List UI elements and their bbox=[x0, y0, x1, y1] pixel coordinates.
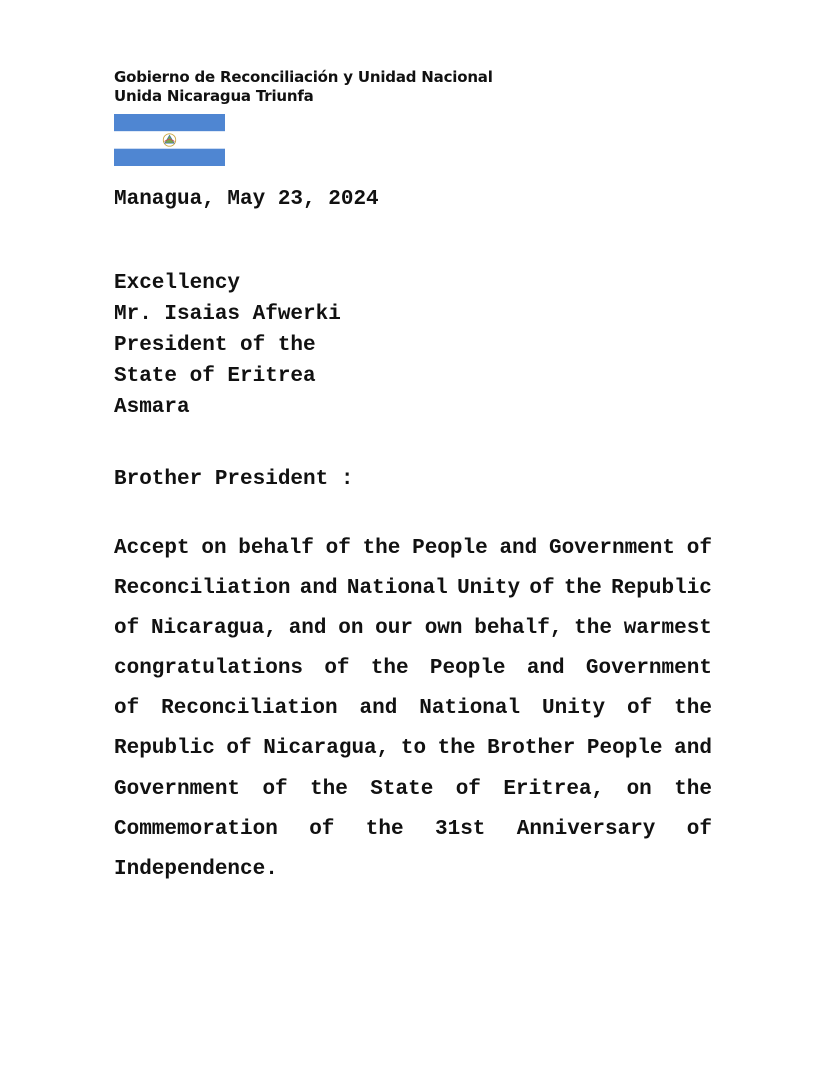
body-word: the bbox=[362, 537, 401, 560]
body-line bbox=[114, 536, 712, 576]
body-word: Nicaragua, bbox=[150, 617, 277, 641]
body-word: the bbox=[674, 777, 712, 801]
body-word: of bbox=[114, 697, 140, 721]
letter-body bbox=[114, 536, 712, 897]
letterhead-motto: Unida Nicaragua Triunfa bbox=[114, 87, 314, 105]
recipient-line: President of the bbox=[114, 334, 316, 357]
body-word: the bbox=[370, 657, 409, 681]
body-word: congratulations bbox=[114, 657, 304, 681]
body-word: Anniversary bbox=[516, 817, 656, 841]
recipient-block bbox=[114, 271, 341, 426]
body-word: of bbox=[114, 617, 140, 641]
body-word: State bbox=[370, 777, 434, 801]
body-line bbox=[114, 656, 712, 696]
body-word: Commemoration bbox=[114, 817, 278, 841]
body-word: on bbox=[201, 537, 227, 560]
body-word: Reconciliation bbox=[161, 697, 338, 721]
body-word: People bbox=[586, 737, 663, 761]
body-word: National bbox=[419, 697, 521, 721]
body-line: Independence. bbox=[114, 857, 278, 881]
body-word: Brother bbox=[487, 737, 576, 761]
recipient-line: Mr. Isaias Afwerki bbox=[114, 303, 341, 326]
body-word: 31st bbox=[434, 817, 486, 841]
body-word: People bbox=[429, 657, 506, 681]
body-word: our bbox=[375, 617, 413, 641]
coat-of-arms-icon bbox=[163, 134, 175, 146]
body-word: of bbox=[324, 657, 350, 681]
body-word: Government bbox=[114, 777, 241, 801]
body-word: Eritrea, bbox=[503, 777, 605, 801]
body-word: of bbox=[455, 777, 481, 801]
letterhead bbox=[114, 68, 493, 106]
body-word: and bbox=[674, 737, 712, 761]
body-word: to bbox=[400, 737, 427, 761]
flag-top-stripe bbox=[114, 114, 225, 131]
body-word: Republic bbox=[611, 577, 712, 601]
body-word: of bbox=[309, 817, 335, 841]
body-word: behalf bbox=[238, 537, 314, 560]
body-word: on bbox=[338, 617, 364, 641]
recipient-line: Asmara bbox=[114, 396, 190, 419]
body-word: warmest bbox=[623, 617, 712, 641]
body-word: Government bbox=[548, 537, 675, 560]
body-word: and bbox=[299, 577, 338, 601]
body-word: of bbox=[686, 817, 712, 841]
body-word: and bbox=[499, 537, 538, 560]
body-word: the bbox=[365, 817, 404, 841]
body-word: People bbox=[412, 537, 488, 560]
body-word: Republic bbox=[114, 737, 215, 761]
body-word: behalf, bbox=[474, 617, 563, 641]
flag-bottom-stripe bbox=[114, 149, 225, 166]
body-word: on bbox=[626, 777, 652, 801]
recipient-line: Excellency bbox=[114, 272, 241, 295]
letterhead-government-name: Gobierno de Reconciliación y Unidad Nacional bbox=[114, 68, 493, 86]
body-word: of bbox=[529, 577, 555, 601]
letter-date: Managua, May 23, 2024 bbox=[114, 188, 379, 211]
body-word: Unity bbox=[542, 697, 606, 721]
body-word: and bbox=[359, 697, 398, 721]
body-word: the bbox=[310, 777, 348, 801]
body-word: the bbox=[574, 617, 612, 641]
body-word: and bbox=[526, 657, 565, 681]
body-word: Unity bbox=[457, 577, 521, 601]
body-word: own bbox=[424, 617, 463, 641]
body-word: the bbox=[437, 737, 476, 761]
body-word: National bbox=[346, 577, 448, 601]
nicaragua-flag-icon bbox=[114, 114, 225, 166]
body-word: of bbox=[262, 777, 288, 801]
salutation: Brother President : bbox=[114, 468, 354, 491]
body-word: and bbox=[288, 617, 327, 641]
body-word: Government bbox=[585, 657, 712, 681]
body-line bbox=[114, 576, 712, 616]
body-word: Nicaragua, bbox=[263, 737, 390, 761]
body-line bbox=[114, 696, 712, 736]
body-line bbox=[114, 736, 712, 776]
body-line bbox=[114, 777, 712, 817]
body-word: of bbox=[627, 697, 653, 721]
body-word: the bbox=[563, 577, 602, 601]
body-word: Reconciliation bbox=[114, 577, 291, 601]
body-word: of bbox=[226, 737, 252, 761]
body-line bbox=[114, 616, 712, 656]
body-word: the bbox=[674, 697, 712, 721]
body-line bbox=[114, 817, 712, 857]
body-word: of bbox=[325, 537, 351, 560]
body-word: Accept bbox=[114, 537, 190, 560]
body-word: of bbox=[686, 537, 712, 560]
recipient-line: State of Eritrea bbox=[114, 365, 316, 388]
